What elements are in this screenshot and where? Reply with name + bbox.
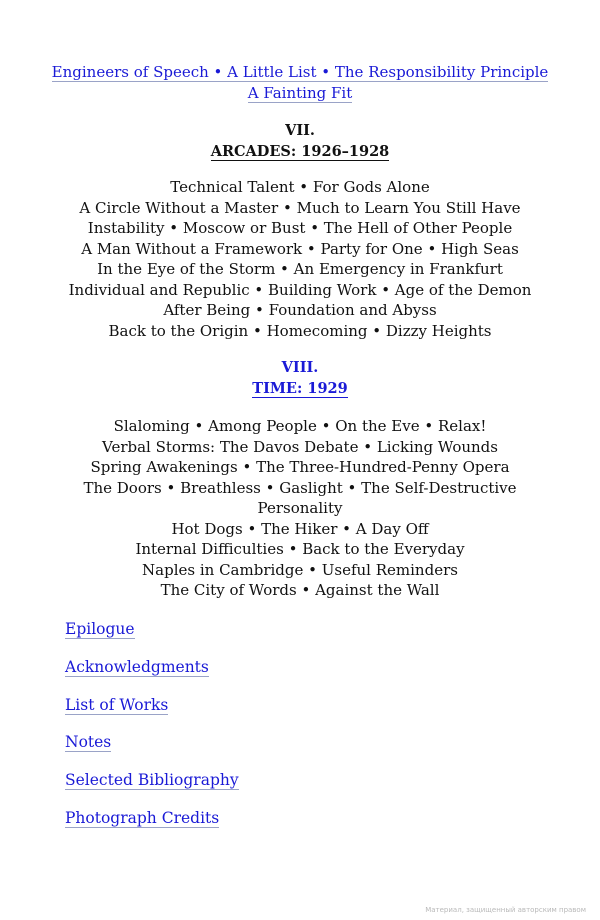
acknowledgments-link[interactable]: Acknowledgments [65,657,209,676]
section-7-entry-line: After Being • Foundation and Abyss [163,301,437,319]
section-8-heading[interactable] [0,357,600,399]
back-matter-item [65,731,239,769]
section-7-heading [0,120,600,162]
notes-link[interactable]: Notes [65,733,112,752]
back-matter-item [65,656,239,694]
back-matter-links [65,618,239,845]
section-7-title: ARCADES: 1926–1928 [210,143,390,160]
section-8-entry-line: Hot Dogs • The Hiker • A Day Off [171,519,429,538]
list-of-works-link[interactable]: List of Works [65,695,169,714]
section-8-number[interactable]: VIII. [281,359,319,376]
back-matter-item [65,769,239,807]
section-8-entry-line: Internal Difficulties • Back to the Everyday [135,540,465,558]
epilogue-link[interactable]: Epilogue [65,620,135,638]
section-8-entry-line: Verbal Storms: The Davos Debate • Licking Wounds [102,437,498,456]
section-8-entries [0,416,600,601]
section-7-entry-line: In the Eye of the Storm • An Emergency in Frankfurt [97,260,503,278]
toc-continuation-links [0,62,600,104]
copyright-watermark: Материал, защищенный авторским правом [425,906,586,914]
selected-bibliography-link[interactable]: Selected Bibliography [65,771,239,790]
section-7-entry-line: Individual and Republic • Building Work • Age of the Demon [68,280,532,299]
section-8-entry-line: Personality [257,499,343,517]
back-matter-item [65,807,239,845]
photograph-credits-link[interactable]: Photograph Credits [65,808,220,827]
section-7-entry-line: Technical Talent • For Gods Alone [170,178,430,196]
section-8-entry-line: The City of Words • Against the Wall [160,581,440,599]
section-8-entry-line: Spring Awakenings • The Three-Hundred-Penny Opera [90,458,510,476]
section-7-entry-line: Back to the Origin • Homecoming • Dizzy Heights [108,321,492,340]
toc-link-a-fainting-fit[interactable]: A Fainting Fit [247,84,353,102]
section-7-number: VII. [285,122,315,139]
toc-link-chapter-6-part-3[interactable]: Engineers of Speech • A Little List • The Responsibility Principle [51,63,549,81]
section-8-entry-line: The Doors • Breathless • Gaslight • The Self-Destructive [83,478,517,497]
section-7-entry-line: Instability • Moscow or Bust • The Hell of Other People [87,219,513,237]
section-7-entry-line: A Circle Without a Master • Much to Learn You Still Have [79,198,521,217]
section-7-entry-line: A Man Without a Framework • Party for One • High Seas [81,239,519,258]
back-matter-item [65,694,239,732]
section-7-entries [0,177,600,341]
section-8-entry-line: Slaloming • Among People • On the Eve • Relax! [113,417,487,435]
section-8-title-link[interactable]: TIME: 1929 [252,380,348,397]
back-matter-item [65,618,239,656]
section-8-entry-line: Naples in Cambridge • Useful Reminders [142,560,458,579]
